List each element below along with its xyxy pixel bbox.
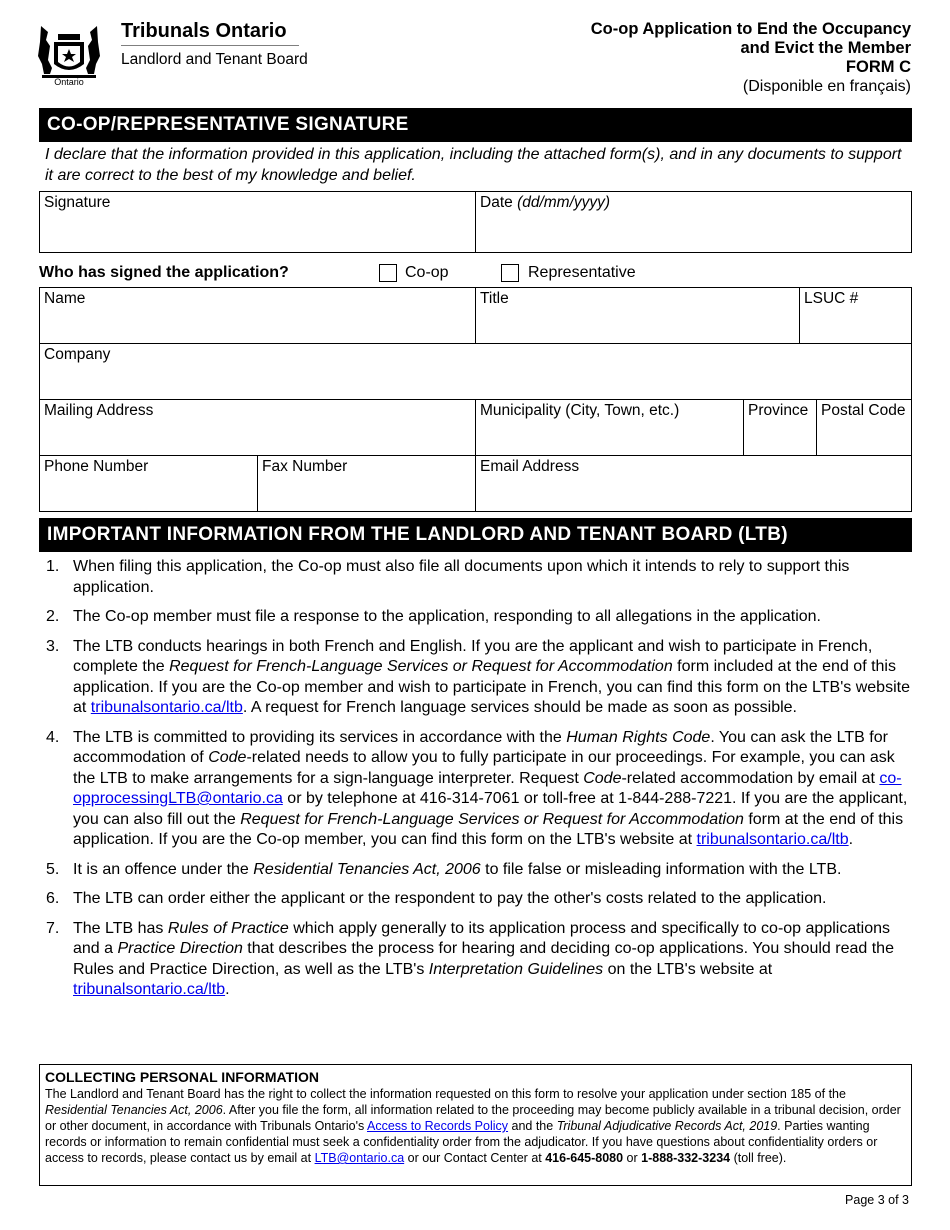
municipality-label: Municipality (City, Town, etc.) [480, 402, 680, 419]
postal-label: Postal Code [821, 402, 906, 419]
date-format: (dd/mm/yyyy) [517, 194, 611, 211]
signature-field[interactable] [39, 191, 476, 253]
collecting-body: The Landlord and Tenant Board has the right to collect the information requested on this form to resolve your application under section 185 of the Residential Tenancies Act, 2006. After you file the form, all information related to the proceeding may become publicly available in a tribunal decision, order or other document, in accordance with Tribunals Ontario's Access to Records Policy and the Tribunal Adjudicative Records Act, 2019. Parties wanting records or information to remain confidential must seek a confidentiality order from the adjudicator. If you have questions about confidentiality orders or access to records, please contact us by email at LTB@ontario.ca or our Contact Center at 416-645-8080 or 1-888-332-3234 (toll free). [45, 1087, 901, 1165]
date-field[interactable] [475, 191, 912, 253]
french-note: (Disponible en français) [742, 78, 911, 95]
phone-label: Phone Number [44, 458, 149, 475]
province-field[interactable] [743, 399, 817, 456]
postal-code-field[interactable] [816, 399, 912, 456]
logo-caption: Ontario [54, 77, 84, 87]
page-number: Page 3 of 3 [845, 1193, 909, 1207]
fax-field[interactable] [257, 455, 476, 512]
info-section-heading: IMPORTANT INFORMATION FROM THE LANDLORD AND TENANT BOARD (LTB) [39, 518, 912, 552]
form-title-line1: Co-op Application to End the Occupancy [590, 20, 911, 38]
coop-checkbox[interactable] [379, 264, 397, 282]
signature-section-heading: CO-OP/REPRESENTATIVE SIGNATURE [39, 108, 912, 142]
declaration-text: I declare that the information provided in this application, including the attached form(s), and in any documents to support it are correct to the best of my knowledge and belief. [45, 146, 902, 184]
list-item: 6. The LTB can order either the applicant or the respondent to pay the other's costs related to the application. [46, 890, 827, 907]
info-list [42, 557, 912, 1010]
form-title-line2: and Evict the Member [740, 39, 911, 57]
collecting-heading: COLLECTING PERSONAL INFORMATION [45, 1069, 320, 1085]
ltb-website-link[interactable]: tribunalsontario.ca/ltb [90, 699, 243, 716]
coop-processing-email-link[interactable]: co-opprocessingLTB@ontario.ca [73, 769, 902, 807]
ltb-website-link[interactable]: tribunalsontario.ca/ltb [73, 981, 226, 998]
list-item: 4. The LTB is committed to providing its services in accordance with the Human Rights Code. You can ask the LTB for accommodation of Code-related needs to allow you to fully participate in our proceedings. For example, you can ask the LTB to make arrangements for a sign-language interpreter. Request Code-related accommodation by email at co-opprocessingLTB@ontario.ca or by telephone at 416-314-7061 or toll-free at 1-844-288-7221. If you are the applicant, you can also fill out the Request for French-Language Services or Request for Accommodation form at the end of this application. If you are the Co-op member, you can find this form on the LTB's website at tribunalsontario.ca/ltb. [46, 728, 908, 848]
org-subtitle: Landlord and Tenant Board [121, 51, 308, 68]
mailing-label: Mailing Address [44, 402, 154, 419]
list-item: 2. The Co-op member must file a response to the application, responding to all allegations in the application. [46, 608, 821, 625]
name-field[interactable] [39, 287, 476, 344]
municipality-field[interactable] [475, 399, 744, 456]
title-field[interactable] [475, 287, 800, 344]
contact-grid [39, 287, 912, 512]
fax-label: Fax Number [262, 458, 348, 475]
name-label: Name [44, 290, 86, 307]
org-divider [121, 45, 299, 46]
phone-field[interactable] [39, 455, 258, 512]
lsuc-field[interactable] [799, 287, 912, 344]
who-signed-label: Who has signed the application? [39, 264, 289, 281]
signature-row [39, 191, 912, 253]
province-label: Province [748, 402, 809, 419]
list-item: 3. The LTB conducts hearings in both French and English. If you are the applicant and wish to participate in French, complete the Request for French-Language Services or Request for Accommodation form included at the end of this application. If you are the Co-op member and wish to participate in French, you can find this form on the LTB's website at tribunalsontario.ca/ltb. A request for French language services should be made as soon as possible. [46, 637, 910, 716]
title-label: Title [480, 290, 509, 307]
email-field[interactable] [475, 455, 912, 512]
company-field[interactable] [39, 343, 912, 400]
representative-option-label: Representative [528, 264, 636, 281]
coop-option-label: Co-op [405, 264, 449, 281]
org-name: Tribunals Ontario [121, 20, 287, 42]
email-label: Email Address [480, 458, 580, 475]
lsuc-label: LSUC # [804, 290, 859, 307]
list-item: 7. The LTB has Rules of Practice which apply generally to its application process and specifically to co-op applications and a Practice Direction that describes the process for hearing and deciding co-op applications. You should read the Rules and Practice Direction, as well as the LTB's Interpretation Guidelines on the LTB's website at tribunalsontario.ca/ltb. [46, 919, 894, 998]
signature-label: Signature [44, 194, 111, 211]
access-to-records-link[interactable]: Access to Records Policy [367, 1119, 509, 1133]
ontario-logo [36, 20, 102, 88]
ltb-website-link[interactable]: tribunalsontario.ca/ltb [696, 831, 849, 848]
form-title [591, 20, 911, 77]
date-label: Date [480, 194, 518, 211]
list-item: 1. When filing this application, the Co-op must also file all documents upon which it intends to rely to support this application. [46, 558, 850, 596]
representative-checkbox[interactable] [501, 264, 519, 282]
form-code: FORM C [845, 58, 911, 76]
collecting-info-box [39, 1064, 912, 1186]
mailing-address-field[interactable] [39, 399, 476, 456]
list-item: 5. It is an offence under the Residential Tenancies Act, 2006 to file false or misleading information with the LTB. [46, 860, 842, 878]
ltb-email-link[interactable]: LTB@ontario.ca [314, 1151, 405, 1165]
company-label: Company [44, 346, 111, 363]
